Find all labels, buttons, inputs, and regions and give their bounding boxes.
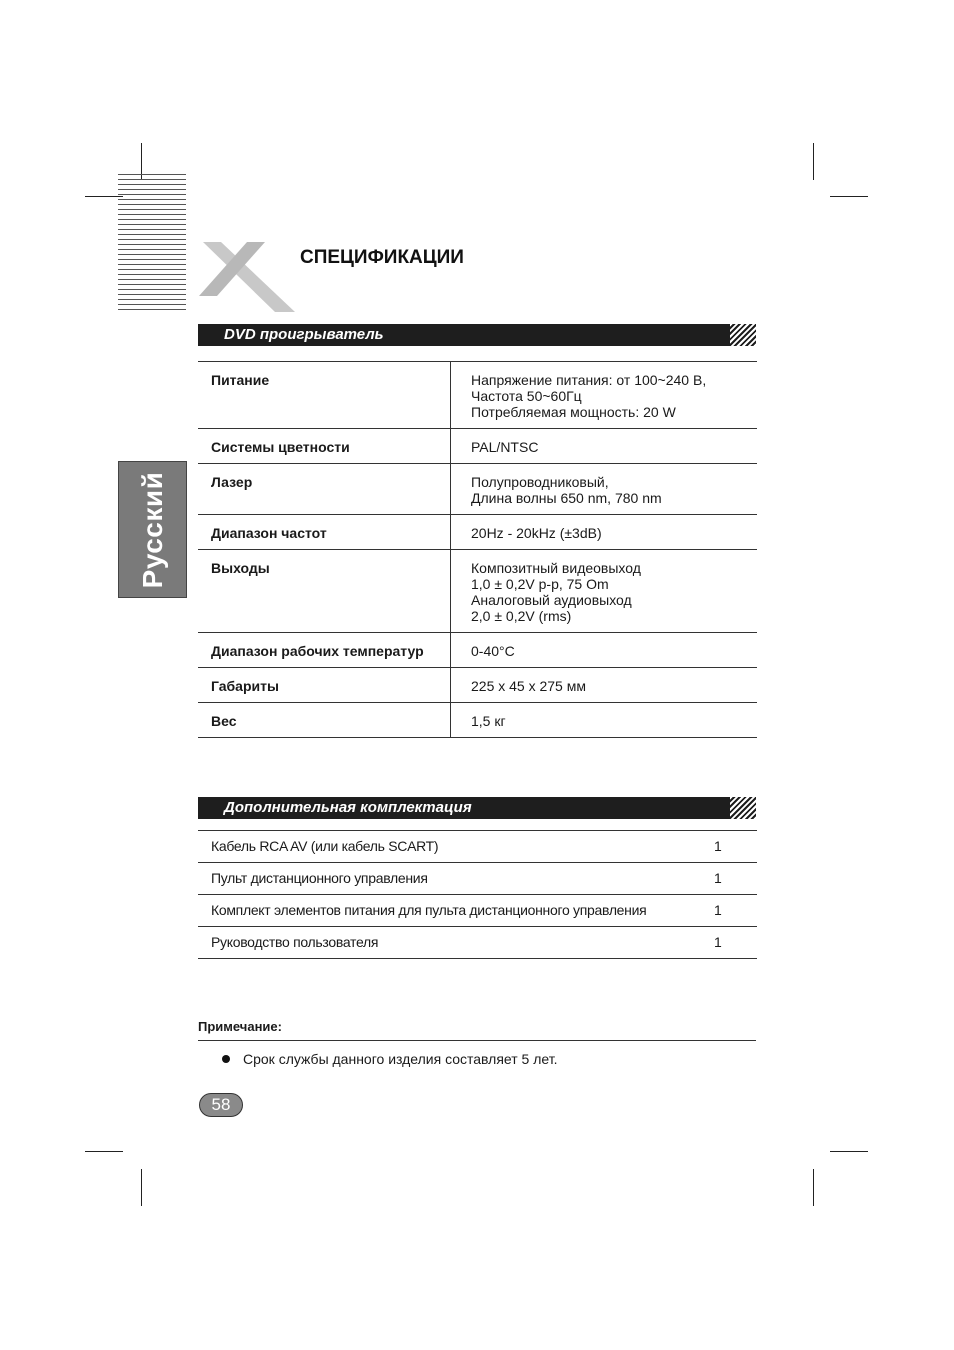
crop-mark xyxy=(141,1169,142,1206)
spec-value-line: 20Hz - 20kHz (±3dB) xyxy=(471,525,602,541)
spec-value-line: 2,0 ± 0,2V (rms) xyxy=(471,608,572,624)
accessory-item: Руководство пользователя xyxy=(198,927,701,959)
crop-mark xyxy=(85,1151,123,1152)
spec-row xyxy=(198,668,757,703)
accessory-row xyxy=(198,831,757,863)
spec-label: Вес xyxy=(198,703,451,738)
accessory-qty: 1 xyxy=(701,863,757,895)
spec-value-line: 1,0 ± 0,2V p-p, 75 Om xyxy=(471,576,609,592)
section-header-accessories xyxy=(198,797,756,819)
spec-label: Лазер xyxy=(198,464,451,515)
language-tab-label: Русский xyxy=(136,471,168,588)
spec-row xyxy=(198,703,757,738)
page-title: СПЕЦИФИКАЦИИ xyxy=(300,247,464,268)
spec-value-line: Длина волны 650 nm, 780 nm xyxy=(471,490,662,506)
accessory-row xyxy=(198,895,757,927)
crop-mark xyxy=(830,196,868,197)
spec-row xyxy=(198,464,757,515)
accessory-row xyxy=(198,927,757,959)
spec-row xyxy=(198,633,757,668)
section-heading: Дополнительная комплектация xyxy=(224,799,472,816)
spec-value xyxy=(451,550,758,633)
spec-value xyxy=(451,703,758,738)
note-title: Примечание: xyxy=(198,1019,282,1034)
section-header-dvd xyxy=(198,324,756,346)
spec-label: Питание xyxy=(198,362,451,429)
hatch-decoration xyxy=(730,797,756,819)
spec-value-line: Напряжение питания: от 100~240 В, xyxy=(471,372,707,388)
spec-value-line: Частота 50~60Гц xyxy=(471,388,582,404)
hatch-decoration xyxy=(730,324,756,346)
accessory-qty: 1 xyxy=(701,895,757,927)
spec-value-line: Полупроводниковый, xyxy=(471,474,609,490)
spec-value xyxy=(451,668,758,703)
spec-value xyxy=(451,464,758,515)
page-number: 58 xyxy=(199,1093,243,1117)
brand-logo-icon xyxy=(195,240,305,315)
divider xyxy=(198,1040,756,1041)
accessory-item: Кабель RCA AV (или кабель SCART) xyxy=(198,831,701,863)
spec-label: Диапазон частот xyxy=(198,515,451,550)
accessory-item: Пульт дистанционного управления xyxy=(198,863,701,895)
spec-value-line: PAL/NTSC xyxy=(471,439,539,455)
spec-value-line: 1,5 кг xyxy=(471,713,506,729)
spec-label: Выходы xyxy=(198,550,451,633)
accessory-qty: 1 xyxy=(701,831,757,863)
language-tab xyxy=(118,461,187,598)
note-item xyxy=(222,1051,557,1067)
spec-value xyxy=(451,633,758,668)
crop-mark xyxy=(813,143,814,180)
accessories-table xyxy=(198,830,757,959)
section-heading: DVD проигрыватель xyxy=(224,326,384,343)
spec-value-line: Потребляемая мощность: 20 W xyxy=(471,404,676,420)
spec-row xyxy=(198,429,757,464)
spec-value-line: 225 x 45 x 275 мм xyxy=(471,678,586,694)
spec-row xyxy=(198,550,757,633)
bullet-icon xyxy=(222,1055,230,1063)
accessory-qty: 1 xyxy=(701,927,757,959)
accessory-item: Комплект элементов питания для пульта дистанционного управления xyxy=(198,895,701,927)
accessory-row xyxy=(198,863,757,895)
decorative-stripes xyxy=(118,174,186,312)
spec-label: Диапазон рабочих температур xyxy=(198,633,451,668)
spec-row xyxy=(198,515,757,550)
spec-value-line: Композитный видеовыход xyxy=(471,560,641,576)
spec-label: Системы цветности xyxy=(198,429,451,464)
spec-value-line: Аналоговый аудиовыход xyxy=(471,592,632,608)
note-item-text: Срок службы данного изделия составляет 5 лет. xyxy=(243,1051,558,1067)
spec-value xyxy=(451,515,758,550)
crop-mark xyxy=(813,1169,814,1206)
spec-value xyxy=(451,362,758,429)
spec-table xyxy=(198,361,757,738)
crop-mark xyxy=(830,1151,868,1152)
spec-value-line: 0-40°C xyxy=(471,643,515,659)
spec-value xyxy=(451,429,758,464)
spec-row xyxy=(198,362,757,429)
spec-label: Габариты xyxy=(198,668,451,703)
